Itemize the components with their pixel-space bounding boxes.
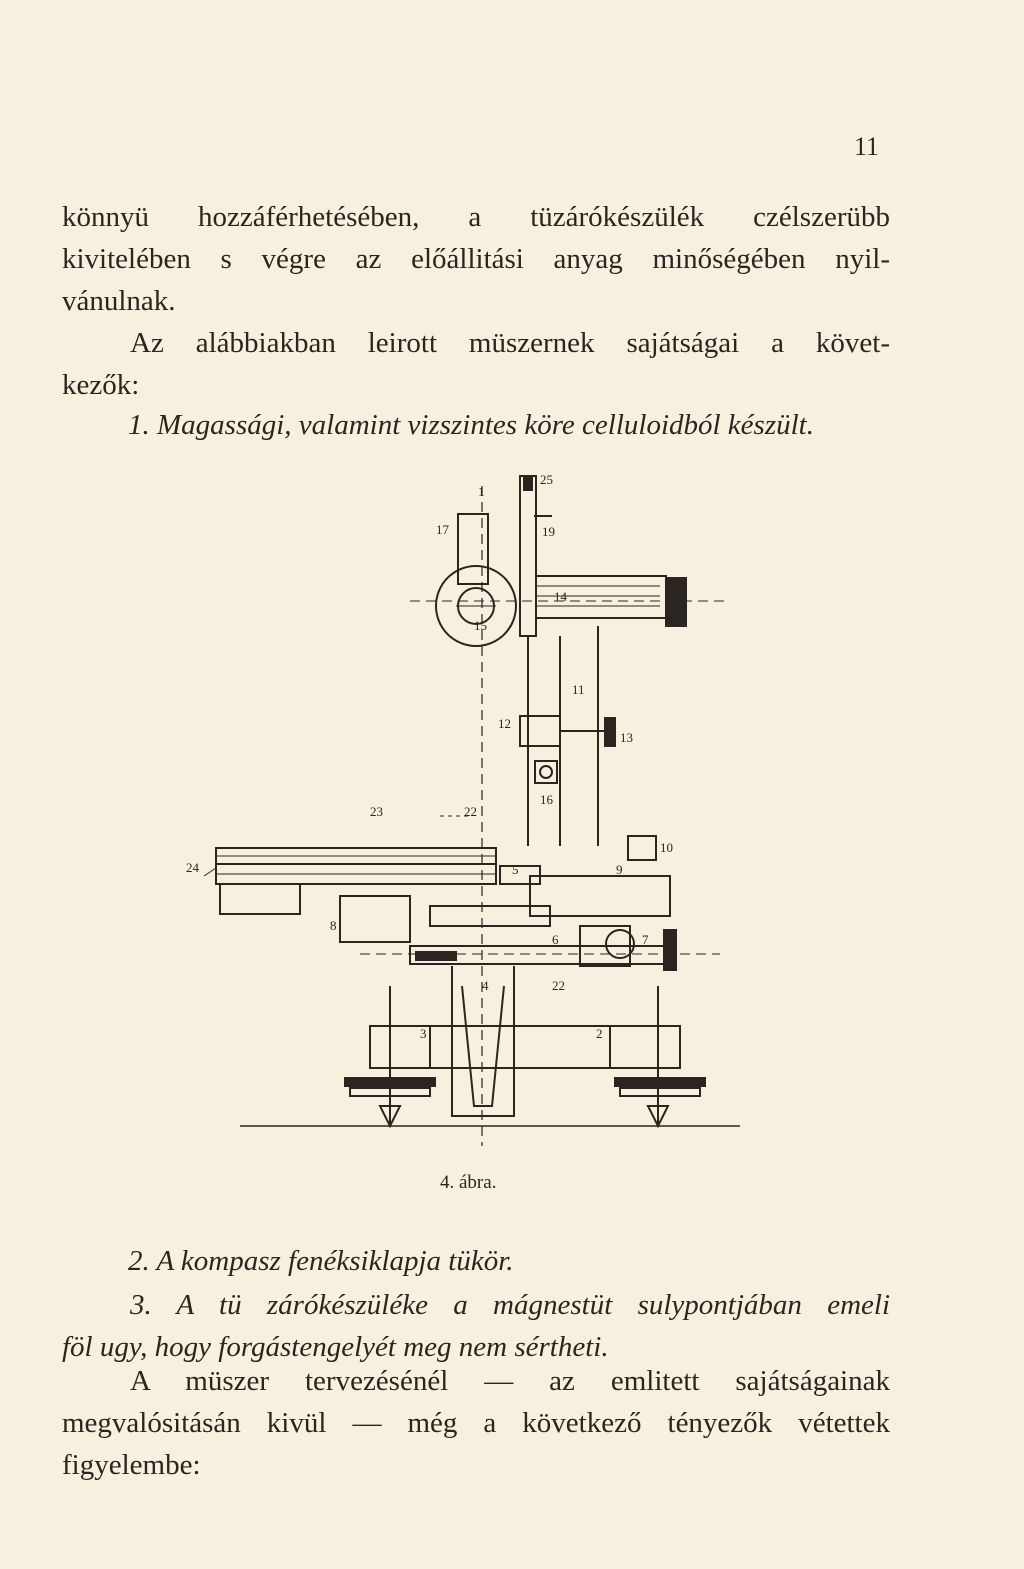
figure-label: 5 [512, 862, 519, 877]
list-item-2: 2. A kompasz fenéksiklapja tükör. [128, 1245, 514, 1277]
text-line: kivitelében s végre az előállitási anyag minőségében nyil- [62, 243, 890, 275]
figure-label: 11 [572, 682, 585, 697]
figure-label: 9 [616, 862, 623, 877]
text-line: megvalósitásán kivül — még a következő tényezők vétettek [62, 1407, 890, 1439]
technical-drawing [180, 466, 740, 1156]
figure-label: 2 [596, 1026, 603, 1041]
paragraph-2 [62, 322, 890, 406]
figure-label: 24 [186, 860, 199, 875]
text-line: Az alábbiakban leirott müszernek sajátságai a követ- [130, 327, 890, 359]
text-line: vánulnak. [62, 285, 176, 317]
figure-label: 22 [464, 804, 477, 819]
figure-label: 13 [620, 730, 633, 745]
figure-label: 12 [498, 716, 511, 731]
text-line: 3. A tü zárókészüléke a mágnestüt sulypontjában emeli [130, 1289, 890, 1321]
figure-label: 23 [370, 804, 383, 819]
text-line: figyelembe: [62, 1449, 201, 1481]
figure-label: 14 [554, 589, 567, 604]
figure-label: 7 [642, 932, 649, 947]
figure-label: 17 [436, 522, 449, 537]
page-number: 11 [854, 132, 880, 161]
figure-label: 8 [330, 918, 337, 933]
figure-label: 4 [482, 978, 489, 993]
list-item-1: 1. Magassági, valamint vizszintes köre celluloidból készült. [128, 409, 814, 441]
figure-label: 3 [420, 1026, 427, 1041]
paragraph-3 [62, 1360, 890, 1486]
figure-label: 1 [478, 484, 485, 499]
figure-label: 15 [474, 618, 487, 633]
figure-label: 19 [542, 524, 555, 539]
figure-label: 6 [552, 932, 559, 947]
figure-label: 10 [660, 840, 673, 855]
text-line: A müszer tervezésénél — az emlitett sajátságainak [130, 1365, 890, 1397]
figure-label: 22 [552, 978, 565, 993]
paragraph-1 [62, 196, 890, 322]
text-line: könnyü hozzáférhetésében, a tüzárókészülék czélszerübb [62, 201, 890, 233]
compass-diagram-svg [180, 466, 740, 1156]
figure-caption: 4. ábra. [440, 1172, 497, 1193]
figure-label: 25 [540, 472, 553, 487]
text-line: föl ugy, hogy forgástengelyét meg nem sértheti. [62, 1331, 609, 1363]
text-line: kezők: [62, 369, 140, 401]
figure-label: 16 [540, 792, 553, 807]
list-item-3 [62, 1284, 890, 1368]
